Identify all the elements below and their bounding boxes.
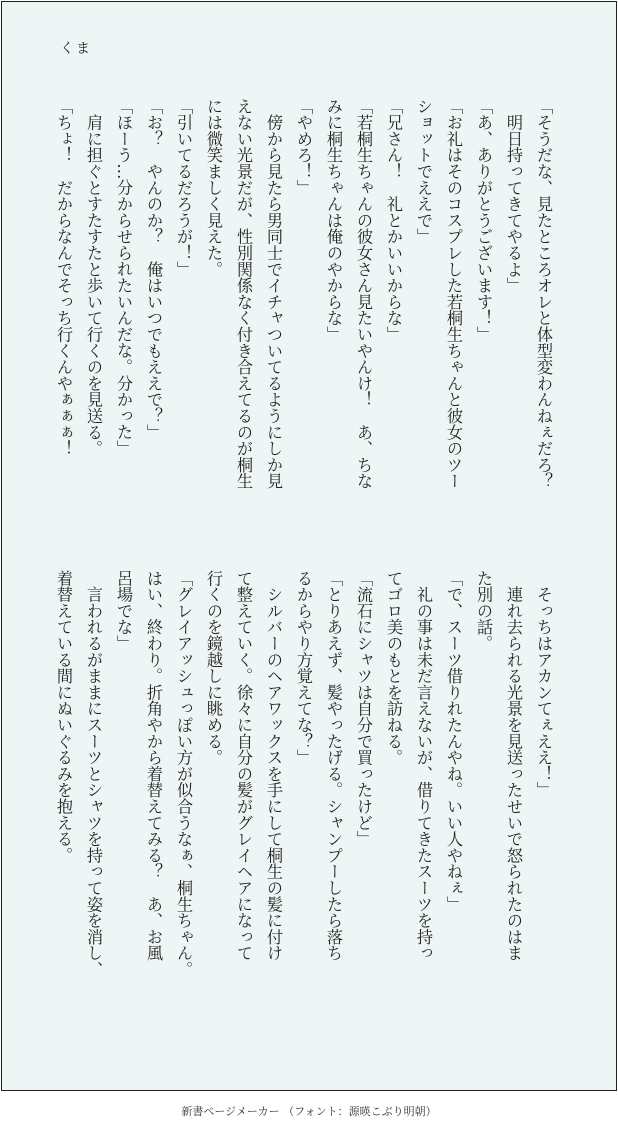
footer-credit: 新書ページメーカー （フォント：源暎こぶり明朝）: [181, 1105, 437, 1118]
text-line: 「お？ やんのか？ 俺はいつでもええで？」: [144, 98, 163, 441]
text-line: 「そうだな、見たところオレと体型変わんねぇだろ？: [534, 98, 553, 490]
text-line: 傍から見たら男同士でイチャついてるようにしか見: [264, 98, 283, 490]
text-line: はい、終わり。折角やから着替えてみる？ あ、お風: [144, 570, 163, 962]
text-line: 「で、スーツ借りれたんやね。いい人やねぇ」: [444, 570, 463, 913]
text-line: シルバーのヘアワックスを手にして桐生の髪に付け: [264, 570, 283, 962]
text-line: 「若桐生ちゃんの彼女さん見たいやんけ！ あ、ちな: [354, 98, 373, 490]
text-line: るからやり方覚えてな？」: [294, 570, 313, 766]
lower-text-block: [48, 570, 558, 1040]
text-line: 「グレイアッシュっぽい方が似合うなぁ、桐生ちゃん。: [174, 570, 193, 978]
text-line: 礼の事は未だ言えないが、借りてきたスーツを持っ: [414, 570, 433, 962]
text-line: 着替えている間にぬいぐるみを抱える。: [54, 570, 73, 864]
text-line: 「流石にシャツは自分で買ったけど」: [354, 570, 373, 848]
text-line: 「とりあえず、髪やったげる。シャンプーしたら落ち: [324, 570, 343, 962]
text-line: 言われるがままにスーツとシャツを持って姿を消し、: [84, 570, 103, 978]
text-line: 明日持ってきてやるよ」: [504, 98, 523, 294]
text-line: そっちはアカンてぇええ！」: [534, 570, 553, 799]
text-line: 「ちょ！ だからなんでそっち行くんやぁぁぁ！: [54, 98, 73, 457]
text-line: 肩に担ぐとすたすたと歩いて行くのを見送る。: [84, 98, 103, 457]
text-line: には微笑ましく見えた。: [204, 98, 223, 278]
text-line: 「ほーう…分からせられたいんだな。分かった」: [114, 98, 133, 457]
text-line: ショットでええで」: [414, 98, 433, 245]
text-line: 連れ去られる光景を見送ったせいで怒られたのはま: [504, 570, 523, 962]
manuscript-page: [1, 1, 617, 1091]
text-line: 「引いてるだろうが！」: [174, 98, 193, 278]
text-line: 「お礼はそのコスプレした若桐生ちゃんと彼女のツー: [444, 98, 463, 490]
text-line: 呂場でな」: [114, 570, 133, 652]
text-line: 「やめろ！」: [294, 98, 313, 196]
text-line: てゴロ美のもとを訪ねる。: [384, 570, 403, 766]
upper-text-block: [48, 98, 558, 518]
text-line: みに桐生ちゃんは俺のやからな」: [324, 98, 343, 343]
text-line: て整えていく。徐々に自分の髪がグレイヘアになって: [234, 570, 253, 962]
text-line: 「あ、ありがとうございます！」: [474, 98, 493, 343]
text-line: えない光景だが、性別関係なく付き合えてるのが桐生: [234, 98, 253, 490]
text-line: 行くのを鏡越しに眺める。: [204, 570, 223, 766]
author-name: くま: [60, 41, 92, 57]
text-line: た別の話。: [474, 570, 493, 652]
text-line: 「兄さん！ 礼とかいいからな」: [384, 98, 403, 343]
